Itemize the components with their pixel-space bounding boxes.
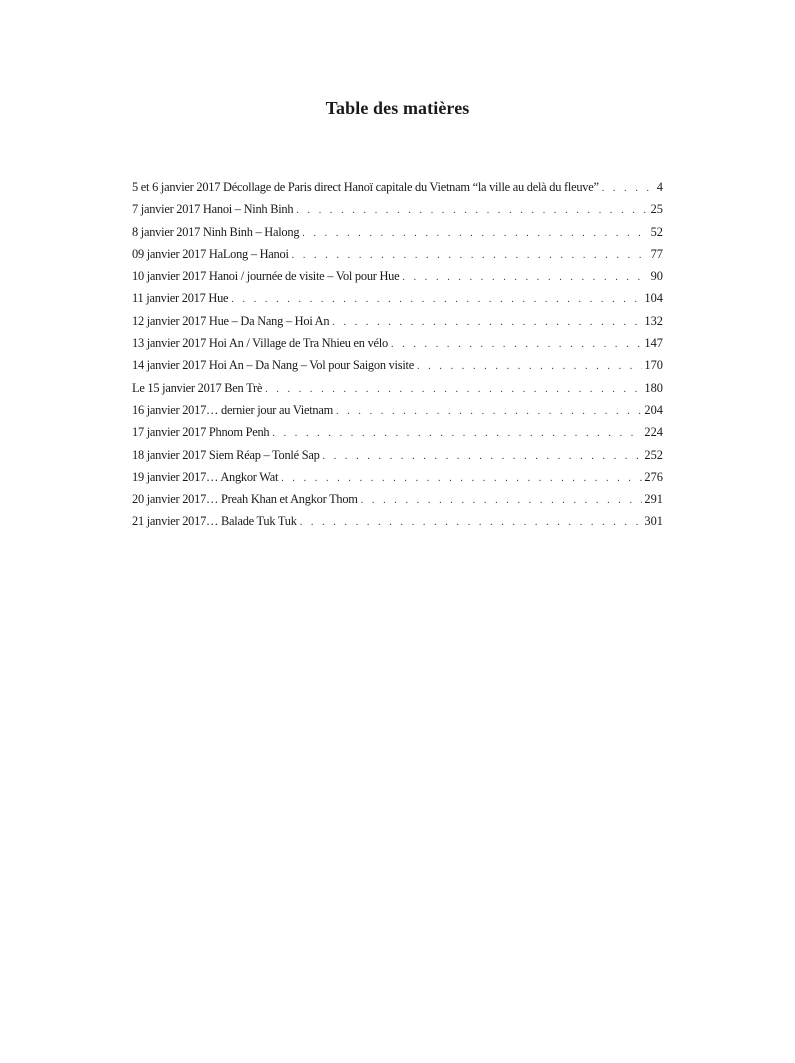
toc-entry-page: 25 [650,202,663,217]
dot-leader [391,332,642,354]
toc-entry[interactable] [132,287,663,309]
toc-entry-label: 7 janvier 2017 Hanoi – Ninh Binh [132,202,294,217]
toc-entry-page: 104 [644,291,663,306]
toc-entry[interactable] [132,198,663,220]
dot-leader [402,265,648,287]
dot-leader [281,466,642,488]
toc-entry[interactable] [132,176,663,198]
toc-entry-page: 90 [650,269,663,284]
toc-entry-label: 09 janvier 2017 HaLong – Hanoi [132,246,289,261]
toc-entry-page: 4 [656,180,663,194]
dot-leader [302,221,648,243]
dot-leader [231,287,642,309]
toc-entry-page: 204 [644,402,663,417]
toc-entry-label: 14 janvier 2017 Hoi An – Da Nang – Vol pour Saigon visite [132,358,414,373]
toc-entry-label: 17 janvier 2017 Phnom Penh [132,425,270,440]
toc-entry[interactable] [132,444,663,466]
toc-entry-page: 301 [644,514,663,529]
toc-entry-label: 11 janvier 2017 Hue [132,291,229,306]
toc-entry[interactable] [132,332,663,354]
toc-entry-label: 19 janvier 2017… Angkor Wat [132,469,279,484]
toc-entry[interactable] [132,354,663,376]
toc-entry-label: 18 janvier 2017 Siem Réap – Tonlé Sap [132,447,320,462]
toc-entry-page: 252 [644,447,663,462]
toc-entry-page: 52 [650,224,663,239]
toc-entry-page: 224 [644,425,663,440]
toc-entry-label: 20 janvier 2017… Preah Khan et Angkor Thom [132,492,358,507]
dot-leader [272,421,642,443]
toc-entry-label: 5 et 6 janvier 2017 Décollage de Paris direct Hanoï capitale du Vietnam “la ville au delà du fleuve” [132,180,599,194]
toc-entry[interactable] [132,488,663,510]
toc-entry-page: 147 [644,336,663,351]
toc-entry[interactable] [132,466,663,488]
toc-entry-page: 276 [644,469,663,484]
toc-entry-page: 132 [644,313,663,328]
toc-entry-page: 180 [644,380,663,395]
dot-leader [265,377,642,399]
toc-entry-label: 12 janvier 2017 Hue – Da Nang – Hoi An [132,313,330,328]
page-title: Table des matières [325,98,470,118]
toc-entry-label: Le 15 janvier 2017 Ben Trè [132,380,263,395]
toc-entry-label: 16 janvier 2017… dernier jour au Vietnam [132,402,333,417]
toc-entry-label: 21 janvier 2017… Balade Tuk Tuk [132,514,297,529]
toc-entry-page: 291 [644,492,663,507]
toc-entry[interactable] [132,265,663,287]
dot-leader [602,176,655,198]
toc-entry[interactable] [132,510,663,532]
toc-entry-page: 170 [644,358,663,373]
toc-entry[interactable] [132,310,663,332]
dot-leader [336,399,642,421]
dot-leader [361,488,643,510]
dot-leader [417,354,642,376]
toc-entry[interactable] [132,421,663,443]
dot-leader [332,310,642,332]
toc-entry[interactable] [132,243,663,265]
dot-leader [296,198,648,220]
table-of-contents [132,176,663,533]
toc-entry-label: 13 janvier 2017 Hoi An / Village de Tra Nhieu en vélo [132,336,388,351]
toc-entry-label: 10 janvier 2017 Hanoi / journée de visite – Vol pour Hue [132,269,400,284]
toc-entry[interactable] [132,377,663,399]
dot-leader [292,243,649,265]
toc-entry[interactable] [132,399,663,421]
dot-leader [300,510,643,532]
dot-leader [323,444,643,466]
toc-entry[interactable] [132,221,663,243]
toc-entry-label: 8 janvier 2017 Ninh Binh – Halong [132,224,300,239]
toc-entry-page: 77 [650,246,663,261]
